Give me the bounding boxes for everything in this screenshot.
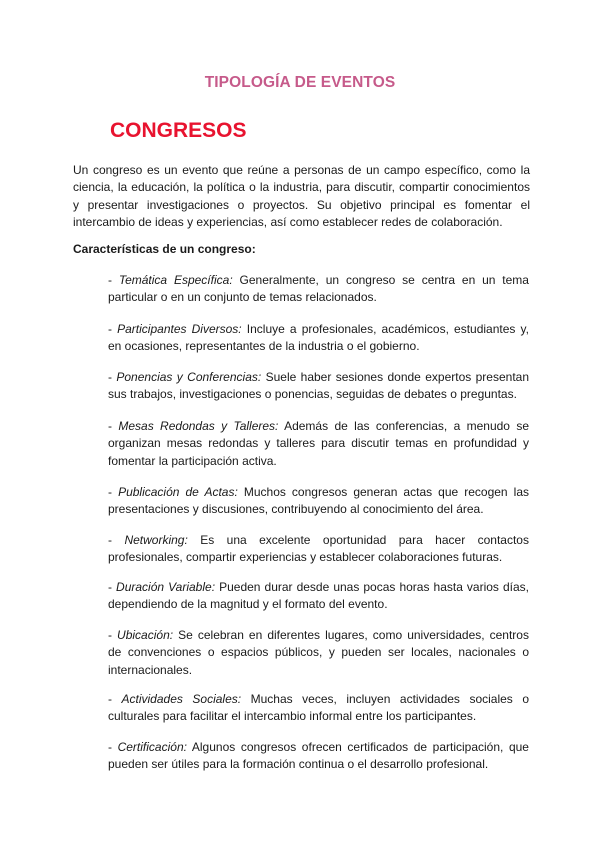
item-text: Incluye a profesionales, académicos, estudiantes y, en ocasiones, representantes de la industria o el gobierno. [108, 322, 529, 354]
item-prefix: - [108, 419, 119, 433]
item-text: Suele haber sesiones donde expertos presentan sus trabajos, investigaciones o ponencias, seguidas de debates o preguntas. [108, 370, 529, 402]
item-prefix: - [108, 628, 118, 642]
list-item-tematica [108, 272, 529, 307]
section-heading: CONGRESOS [110, 119, 247, 142]
characteristics-subheading: Características de un congreso: [73, 242, 256, 256]
item-text: Se celebran en diferentes lugares, como universidades, centros de convenciones o espacios públicos, y pueden ser locales, nacionales o internacionales. [108, 628, 529, 677]
item-term: Certificación: [117, 740, 187, 754]
document-title: TIPOLOGÍA DE EVENTOS [204, 74, 396, 91]
item-text: Pueden durar desde unas pocas horas hasta varios días, dependiendo de la magnitud y el formato del evento. [108, 580, 529, 612]
list-item-certificacion [108, 739, 529, 774]
item-prefix: - [108, 533, 125, 547]
list-item-networking [108, 532, 529, 567]
item-term: Publicación de Actas: [118, 485, 238, 499]
item-term: Temática Específica: [118, 273, 233, 287]
item-prefix: - [108, 322, 118, 336]
list-item-mesas-redondas [108, 418, 529, 470]
list-item-duracion [108, 579, 529, 614]
item-prefix: - [108, 580, 117, 594]
item-prefix: - [108, 485, 119, 499]
intro-paragraph: Un congreso es un evento que reúne a personas de un campo específico, como la ciencia, la educación, la política o la industria, para discutir, compartir conocimientos y presentar investigaciones o proyectos. Su objetivo principal es fomentar el intercambio de ideas y experiencias, así como establecer redes de colaboración. [73, 163, 530, 229]
item-text: Generalmente, un congreso se centra en un tema particular o en un conjunto de temas relacionados. [108, 273, 529, 305]
item-term: Ubicación: [117, 628, 174, 642]
list-item-ponencias [108, 369, 529, 404]
item-text: Algunos congresos ofrecen certificados de participación, que pueden ser útiles para la formación continua o el desarrollo profesional. [108, 740, 529, 772]
list-item-ubicacion [108, 627, 529, 679]
item-term: Networking: [124, 533, 188, 547]
item-term: Actividades Sociales: [121, 692, 242, 706]
item-term: Participantes Diversos: [117, 322, 242, 336]
item-prefix: - [108, 692, 122, 706]
item-text: Es una excelente oportunidad para hacer contactos profesionales, compartir experiencias y establecer colaboraciones futuras. [108, 533, 529, 565]
list-item-publicacion [108, 484, 529, 519]
item-term: Duración Variable: [116, 580, 216, 594]
item-term: Mesas Redondas y Talleres: [118, 419, 279, 433]
item-prefix: - [108, 370, 117, 384]
item-text: Además de las conferencias, a menudo se organizan mesas redondas y talleres para discutir temas en profundidad y fomentar la participación activa. [108, 419, 529, 468]
item-text: Muchos congresos generan actas que recogen las presentaciones y discusiones, contribuyendo al conocimiento del área. [108, 485, 529, 517]
item-prefix: - [108, 740, 118, 754]
list-item-actividades-sociales [108, 691, 529, 726]
item-text: Muchas veces, incluyen actividades sociales o culturales para facilitar el intercambio informal entre los participantes. [108, 692, 529, 724]
list-item-participantes [108, 321, 529, 356]
item-term: Ponencias y Conferencias: [116, 370, 262, 384]
item-prefix: - [108, 273, 119, 287]
